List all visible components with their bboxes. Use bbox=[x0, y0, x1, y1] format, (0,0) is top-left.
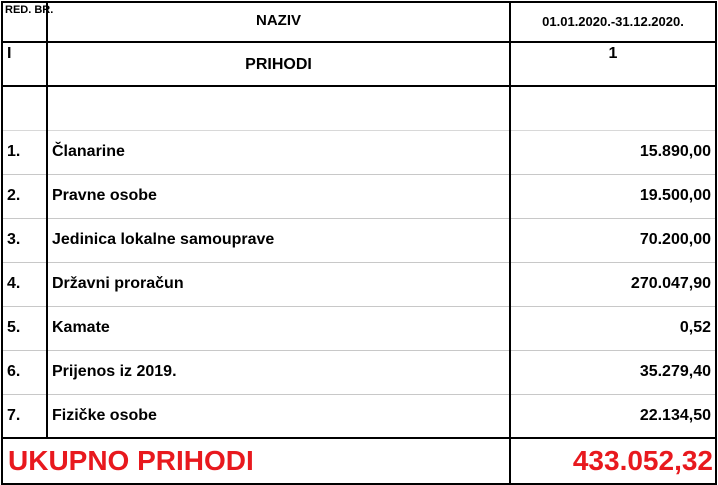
table-row bbox=[2, 262, 716, 306]
income-table bbox=[1, 1, 717, 485]
table-row bbox=[2, 218, 716, 262]
row-number: 6. bbox=[2, 350, 47, 394]
row-amount: 0,52 bbox=[510, 306, 716, 350]
row-name: Jedinica lokalne samouprave bbox=[47, 218, 510, 262]
total-row bbox=[2, 438, 716, 484]
empty-row bbox=[2, 86, 716, 130]
table-row bbox=[2, 306, 716, 350]
row-name: Članarine bbox=[47, 130, 510, 174]
row-name: Pravne osobe bbox=[47, 174, 510, 218]
row-number: 7. bbox=[2, 394, 47, 438]
total-label: UKUPNO PRIHODI bbox=[2, 438, 510, 484]
row-name: Državni proračun bbox=[47, 262, 510, 306]
row-amount: 15.890,00 bbox=[510, 130, 716, 174]
row-amount: 22.134,50 bbox=[510, 394, 716, 438]
section-number: I bbox=[2, 42, 47, 86]
table-row bbox=[2, 350, 716, 394]
section-column-number: 1 bbox=[510, 42, 716, 86]
header-row bbox=[2, 2, 716, 42]
header-period: 01.01.2020.-31.12.2020. bbox=[510, 2, 716, 42]
row-amount: 35.279,40 bbox=[510, 350, 716, 394]
row-number: 5. bbox=[2, 306, 47, 350]
row-number: 2. bbox=[2, 174, 47, 218]
row-number: 1. bbox=[2, 130, 47, 174]
row-number: 3. bbox=[2, 218, 47, 262]
row-name: Prijenos iz 2019. bbox=[47, 350, 510, 394]
row-amount: 19.500,00 bbox=[510, 174, 716, 218]
section-title: PRIHODI bbox=[47, 42, 510, 86]
header-red-br: RED. BR. bbox=[2, 2, 47, 42]
total-amount: 433.052,32 bbox=[510, 438, 716, 484]
section-row bbox=[2, 42, 716, 86]
row-name: Kamate bbox=[47, 306, 510, 350]
table-row bbox=[2, 394, 716, 438]
row-name: Fizičke osobe bbox=[47, 394, 510, 438]
table-row bbox=[2, 174, 716, 218]
header-naziv: NAZIV bbox=[47, 2, 510, 42]
row-amount: 70.200,00 bbox=[510, 218, 716, 262]
row-number: 4. bbox=[2, 262, 47, 306]
row-amount: 270.047,90 bbox=[510, 262, 716, 306]
table-row bbox=[2, 130, 716, 174]
